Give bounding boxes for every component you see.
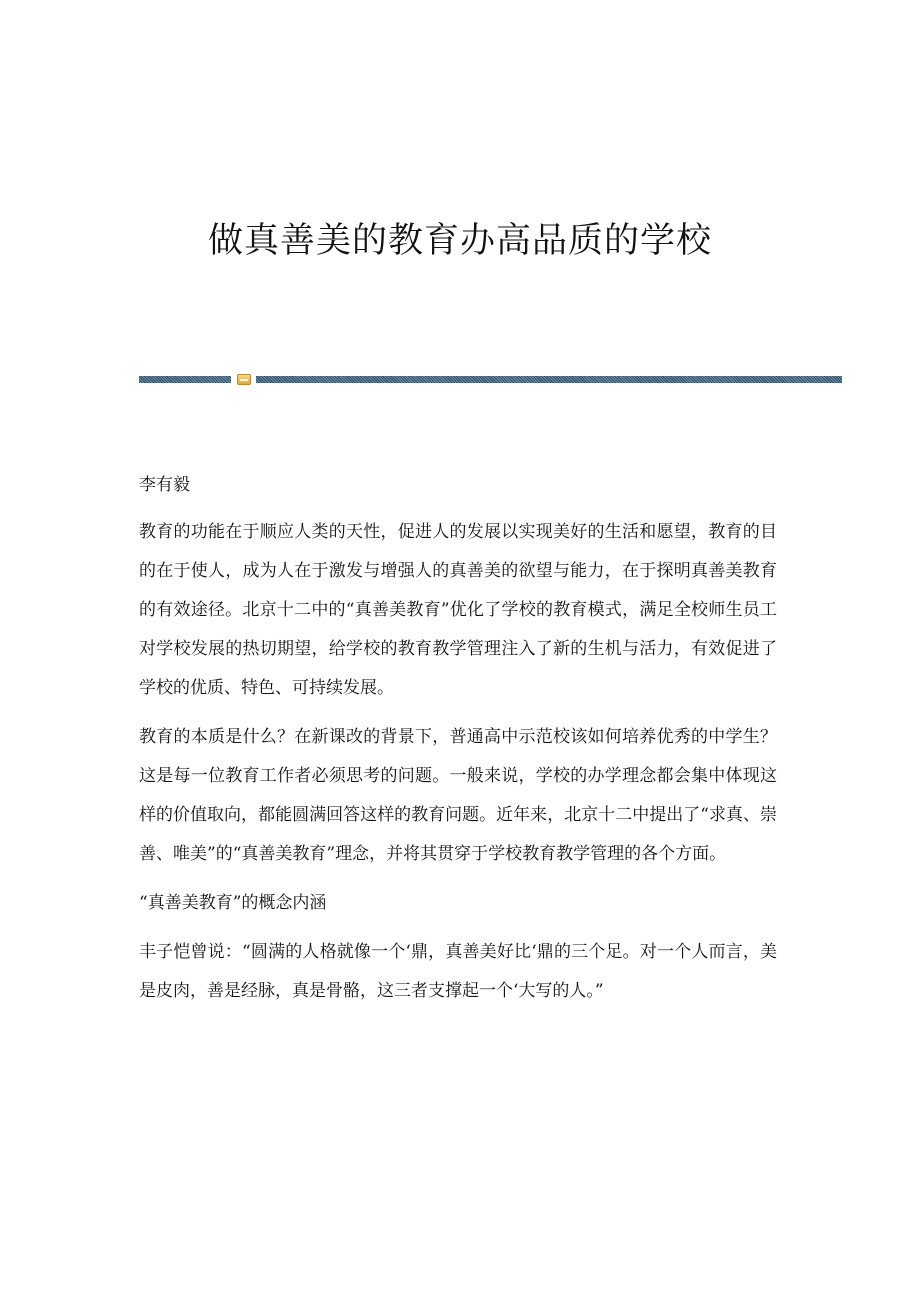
divider-bar-left (139, 376, 231, 383)
document-title: 做真善美的教育办高品质的学校 (207, 221, 712, 261)
author-name: 李有毅 (139, 475, 190, 495)
section-heading: “真善美教育”的概念内涵 (139, 893, 327, 913)
paragraph-essence: 教育的本质是什么？在新课改的背景下，普通高中示范校该如何培养优秀的中学生？这是每一位教育工作者必须思考的问题。一般来说，学校的办学理念都会集中体现这样的价值取向，都能圆满回答这样的教育问题。近年来，北京十二中提出了“求真、崇善、唯美”的“真善美教育”理念，并将其贯穿于学校教育教学管理的各个方面。 (139, 727, 777, 864)
paragraph-intro: 教育的功能在于顺应人类的天性，促进人的发展以实现美好的生活和愿望，教育的目的在于使人，成为人在于激发与增强人的真善美的欲望与能力，在于探明真善美教育的有效途径。北京十二中的“真善美教育”优化了学校的教育模式，满足全校师生员工对学校发展的热切期望，给学校的教育教学管理注入了新的生机与活力，有效促进了学校的优质、特色、可持续发展。 (139, 522, 777, 698)
divider-emblem-icon (237, 374, 251, 385)
document-body (139, 466, 777, 1021)
divider-bar-right (256, 376, 842, 383)
title-divider (139, 374, 842, 386)
paragraph-quote: 丰子恺曾说：“圆满的人格就像一个‘鼎，真善美好比‘鼎的三个足。对一个人而言，美是皮肉，善是经脉，真是骨骼，这三者支撑起一个‘大写的人。” (139, 942, 777, 1001)
